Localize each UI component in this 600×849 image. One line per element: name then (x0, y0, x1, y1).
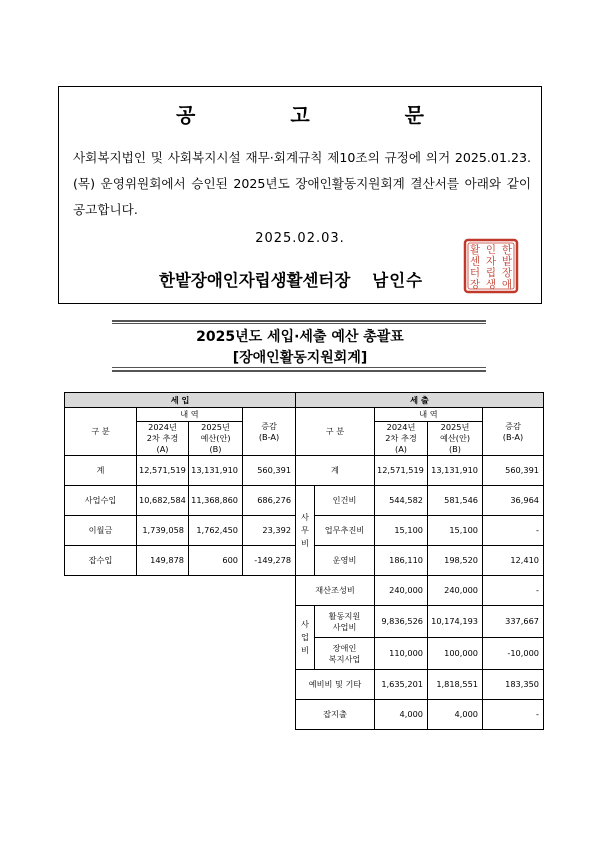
sheet-title: 2025년도 세입·세출 예산 총괄표 (196, 329, 404, 345)
expense-row-diff: 337,667 (483, 606, 544, 638)
seal-glyph: 애 (501, 278, 513, 291)
seal-glyph: 활 (469, 244, 481, 256)
title-rule-bottom (112, 370, 486, 372)
expense-row-prev: 544,582 (375, 486, 428, 516)
expense-row-prev: 186,110 (375, 546, 428, 576)
expense-misc-prev: 4,000 (375, 700, 428, 730)
seal-glyph: 장 (469, 278, 481, 291)
expense-total-next: 13,131,910 (428, 456, 483, 486)
title-rule-top-thin (112, 323, 486, 324)
expense-total-label: 계 (296, 456, 375, 486)
table-row (296, 670, 544, 700)
revenue-row-prev: 12,571,519 (137, 456, 189, 486)
revenue-col-next: 2025년 예산(안) (B) (189, 422, 243, 456)
revenue-row-prev: 10,682,584 (137, 486, 189, 516)
official-seal-icon (463, 238, 519, 294)
expense-col-category: 구 분 (296, 408, 375, 456)
expense-row-next: 198,520 (428, 546, 483, 576)
revenue-row-prev: 1,739,058 (137, 516, 189, 546)
expense-group-project-label: 사 업 비 (296, 606, 315, 670)
revenue-row-diff: 686,276 (243, 486, 296, 516)
revenue-row-diff: -149,278 (243, 546, 296, 576)
revenue-row-prev: 149,878 (137, 546, 189, 576)
sheet-subtitle: [장애인활동지원회계] (232, 350, 368, 366)
expense-col-diff: 증감 (B-A) (483, 408, 544, 456)
seal-glyph: 센 (469, 255, 481, 268)
notice-body: 사회복지법인 및 사회복지시설 재무·회계규칙 제10조의 규정에 의거 2025.01.23.(목) 운영위원회에서 승인된 2025년도 장애인활동지원회계 결산서를 아래와 같이 공고합니다. (73, 150, 531, 217)
revenue-col-diff: 증감 (B-A) (243, 408, 296, 456)
expense-reserve-next: 1,818,551 (428, 670, 483, 700)
expense-property-label: 재산조성비 (296, 576, 375, 606)
table-row (65, 456, 296, 486)
expense-misc-label: 잡지출 (296, 700, 375, 730)
expense-property-next: 240,000 (428, 576, 483, 606)
table-row (296, 486, 544, 516)
expense-col-prev: 2024년 2차 추경 (A) (375, 422, 428, 456)
revenue-row-next: 11,368,860 (189, 486, 243, 516)
seal-glyph: 밭 (501, 255, 513, 268)
expense-col-next: 2025년 예산(안) (B) (428, 422, 483, 456)
expense-row-label: 운영비 (315, 546, 375, 576)
revenue-row-diff: 23,392 (243, 516, 296, 546)
title-rule-bottom-thin (112, 367, 486, 368)
notice-title: 공 고 문 (176, 103, 468, 127)
expense-row-next: 100,000 (428, 638, 483, 670)
seal-glyph: 자 (485, 255, 497, 268)
revenue-row-next: 600 (189, 546, 243, 576)
revenue-row-label: 잡수입 (65, 546, 137, 576)
table-row (65, 516, 296, 546)
expense-misc-next: 4,000 (428, 700, 483, 730)
expense-table (295, 392, 544, 730)
expense-group-admin-label: 사 무 비 (296, 486, 315, 576)
table-row (296, 638, 544, 670)
seal-glyph: 생 (485, 278, 497, 291)
expense-row-next: 581,546 (428, 486, 483, 516)
table-row (296, 516, 544, 546)
expense-row-diff: -10,000 (483, 638, 544, 670)
expense-property-prev: 240,000 (375, 576, 428, 606)
expense-misc-diff: - (483, 700, 544, 730)
expense-row-label: 활동지원 사업비 (315, 606, 375, 638)
seal-glyph: 인 (485, 244, 497, 256)
seal-glyph: 립 (485, 267, 497, 279)
expense-row-next: 15,100 (428, 516, 483, 546)
expense-row-diff: 36,964 (483, 486, 544, 516)
signer-name: 남인수 (372, 271, 424, 290)
expense-row-label: 인건비 (315, 486, 375, 516)
expense-total-prev: 12,571,519 (375, 456, 428, 486)
revenue-col-category: 구 분 (65, 408, 137, 456)
table-row (296, 700, 544, 730)
table-row (296, 576, 544, 606)
revenue-col-prev: 2024년 2차 추경 (A) (137, 422, 189, 456)
expense-col-detail: 내 역 (375, 408, 483, 422)
expense-row-prev: 15,100 (375, 516, 428, 546)
expense-row-diff: 12,410 (483, 546, 544, 576)
expense-row-diff: - (483, 516, 544, 546)
table-row (65, 546, 296, 576)
revenue-col-detail: 내 역 (137, 408, 243, 422)
seal-glyph: 한 (501, 244, 513, 256)
revenue-row-next: 1,762,450 (189, 516, 243, 546)
revenue-row-next: 13,131,910 (189, 456, 243, 486)
expense-row-prev: 9,836,526 (375, 606, 428, 638)
revenue-header: 세 입 (65, 393, 296, 408)
revenue-row-label: 이월금 (65, 516, 137, 546)
expense-reserve-label: 예비비 및 기타 (296, 670, 375, 700)
revenue-row-label: 사업수입 (65, 486, 137, 516)
expense-row-label: 장애인 복지사업 (315, 638, 375, 670)
expense-property-diff: - (483, 576, 544, 606)
title-rule-top (112, 320, 486, 322)
expense-row-next: 10,174,193 (428, 606, 483, 638)
notice-date: 2025.02.03. (255, 231, 345, 246)
signer-org: 한밭장애인자립생활센터장 (159, 271, 351, 290)
seal-glyph: 장 (501, 267, 513, 279)
expense-reserve-prev: 1,635,201 (375, 670, 428, 700)
seal-glyph: 터 (469, 267, 481, 279)
revenue-row-diff: 560,391 (243, 456, 296, 486)
expense-reserve-diff: 183,350 (483, 670, 544, 700)
notice-box (58, 86, 542, 304)
table-row (296, 606, 544, 638)
table-row (65, 486, 296, 516)
expense-header: 세 출 (296, 393, 544, 408)
expense-row-prev: 110,000 (375, 638, 428, 670)
revenue-table (64, 392, 296, 576)
expense-total-diff: 560,391 (483, 456, 544, 486)
table-row (296, 456, 544, 486)
revenue-row-label: 계 (65, 456, 137, 486)
expense-row-label: 업무추진비 (315, 516, 375, 546)
notice-signature (159, 267, 423, 291)
table-row (296, 546, 544, 576)
